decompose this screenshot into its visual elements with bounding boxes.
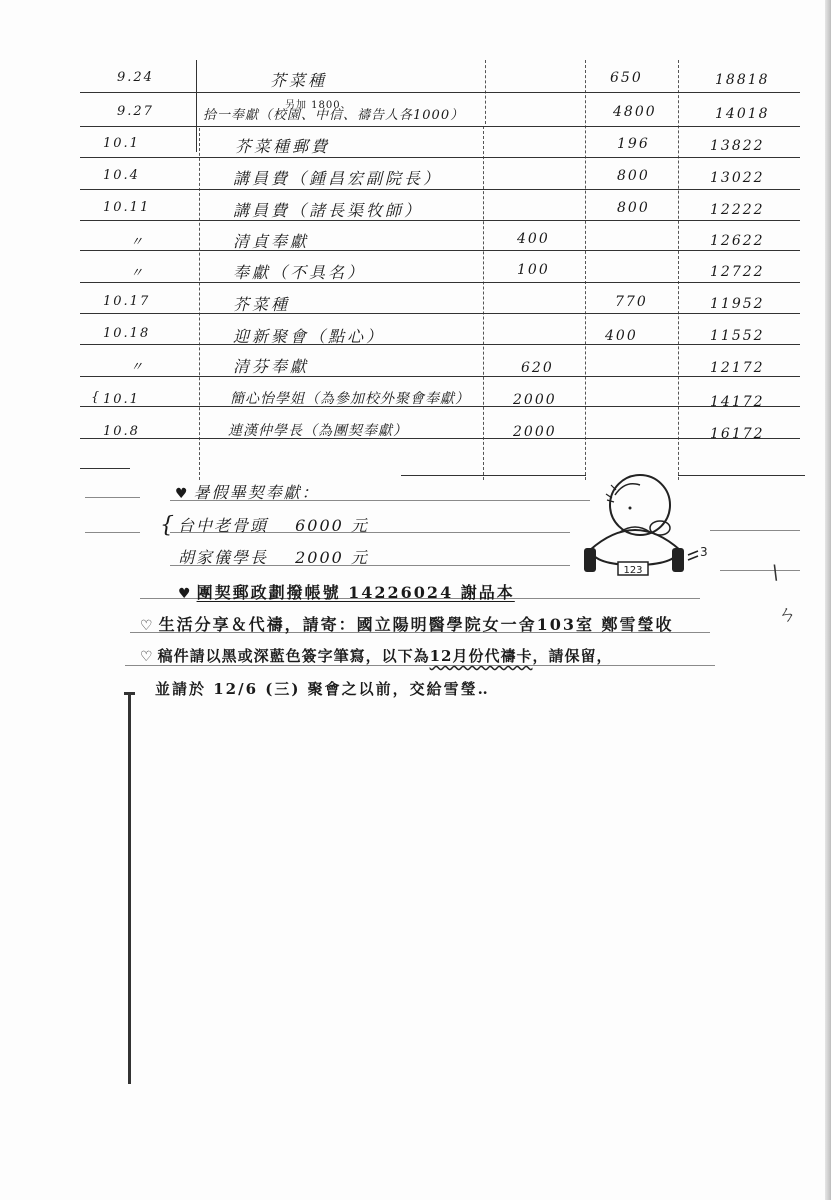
guide-line [720,570,800,571]
ledger-date: 〃 [130,266,146,281]
ledger-expense: 770 [615,294,648,310]
ledger-description-note: 另加 1800、 [285,100,352,111]
ledger-income: 2000 [513,424,557,440]
ledger-row-divider [80,282,800,283]
ledger-date: 10.17 [103,294,151,309]
ledger-balance: 12622 [710,233,765,249]
ledger-row-divider [80,344,800,345]
instructions-note: ♡ 稿件請以黑或深藍色簽字筆寫，以下為12月份代禱卡，請保留， [140,647,613,665]
ledger-income: 100 [517,262,550,278]
ledger-date: 〃 [130,235,146,250]
summer-offering-title: ♥ 暑假畢契奉獻： [175,483,320,502]
ledger-column-divider [199,128,200,480]
ledger-description: 迎新聚會（點心） [233,327,386,346]
ledger-expense: 800 [617,200,650,216]
ledger-balance: 18818 [715,72,770,88]
ledger-column-divider [585,60,586,480]
ledger-date: 9.27 [117,104,154,119]
ledger-table [85,60,805,480]
ledger-description: 芥菜種 [233,295,291,314]
guide-line [85,497,140,498]
ledger-date: 10.1 [103,136,140,151]
ledger-balance: 16172 [710,426,765,442]
ledger-row-divider [80,157,800,158]
ledger-row-divider [80,468,130,469]
heart-outline-icon: ♡ [140,618,155,634]
ledger-expense: 800 [617,168,650,184]
mail-to-note: ♡ 生活分享＆代禱，請寄：國立陽明醫學院女一舍103室 鄭雪瑩收 [140,615,674,634]
scan-edge-shadow [825,0,831,1200]
guide-line [710,530,800,531]
ledger-description: 芥菜種 [270,71,328,90]
margin-mark: \ [772,560,779,584]
ledger-description: 簡心怡學姐（為參加校外聚會奉獻） [230,391,470,407]
ledger-expense: 400 [605,328,638,344]
ledger-row-divider [80,220,800,221]
ledger-balance: 12722 [710,264,765,280]
guide-line [85,532,140,533]
ledger-row-divider [401,475,586,476]
ledger-column-divider [678,60,679,480]
svg-text:3: 3 [700,545,708,559]
ledger-description: 連漢仲學長（為團契奉獻） [228,423,408,439]
ledger-date: 9.24 [117,70,154,85]
cartoon-kid-driving-car-icon [560,470,710,590]
ledger-balance: 14018 [715,106,770,122]
ledger-description: 奉獻（不具名） [233,263,367,282]
ledger-expense: 650 [610,70,643,86]
ledger-date: 〃 [130,360,146,375]
margin-mark: ㄣ [776,602,796,626]
ledger-column-divider [196,60,197,152]
heart-outline-icon: ♡ [140,649,154,665]
ledger-balance: 12172 [710,360,765,376]
heart-icon: ♥ [175,486,190,502]
margin-bar [128,694,131,1084]
postal-account-note: ♥ 團契郵政劃撥帳號 14226024 謝品本 [178,583,515,602]
ledger-row-divider [80,313,800,314]
ledger-balance: 11552 [710,328,765,344]
ledger-date: 10.18 [103,326,151,341]
ledger-income: 620 [521,360,554,376]
ledger-date-bracket: { [91,390,102,405]
ledger-balance: 11952 [710,296,765,312]
ledger-description: 芥菜種郵費 [235,137,331,156]
ledger-balance: 13822 [710,138,765,154]
ledger-balance: 14172 [710,394,765,410]
ledger-description: 清貞奉獻 [233,232,310,251]
ledger-row-divider [80,189,800,190]
ledger-row-divider [80,126,800,127]
ledger-date: 10.1 [103,392,140,407]
ledger-income: 2000 [513,392,557,408]
ledger-description: 講員費（鍾昌宏副院長） [233,169,443,188]
ledger-expense: 196 [617,136,650,152]
ledger-date: 10.4 [103,168,140,183]
ledger-row-divider [80,250,800,251]
ledger-row-divider [80,376,800,377]
ledger-balance: 13022 [710,170,765,186]
deadline-note: 並請於 12/6 (三) 聚會之以前，交給雪瑩‥ [155,680,490,698]
ledger-row-divider [80,438,800,439]
heart-icon: ♥ [178,586,193,602]
ledger-description: 拾一奉獻（校園、中信、禱告人各1000） [203,108,465,123]
brace-icon: { [160,513,176,538]
ledger-balance: 12222 [710,202,765,218]
ledger-expense: 4800 [613,104,657,120]
svg-text:123: 123 [623,565,643,576]
ledger-description: 講員費（諸長渠牧師） [233,201,424,220]
ledger-income: 400 [517,231,550,247]
summer-offering-item: 胡家儀學長 2000 元 [178,548,369,567]
ledger-row-divider [80,92,800,93]
ledger-date: 10.11 [103,200,151,215]
ledger-description: 清芬奉獻 [233,357,310,376]
ledger-column-divider [483,126,484,480]
summer-offering-item: 台中老骨頭 6000 元 [178,516,369,535]
ledger-date: 10.8 [103,424,140,439]
